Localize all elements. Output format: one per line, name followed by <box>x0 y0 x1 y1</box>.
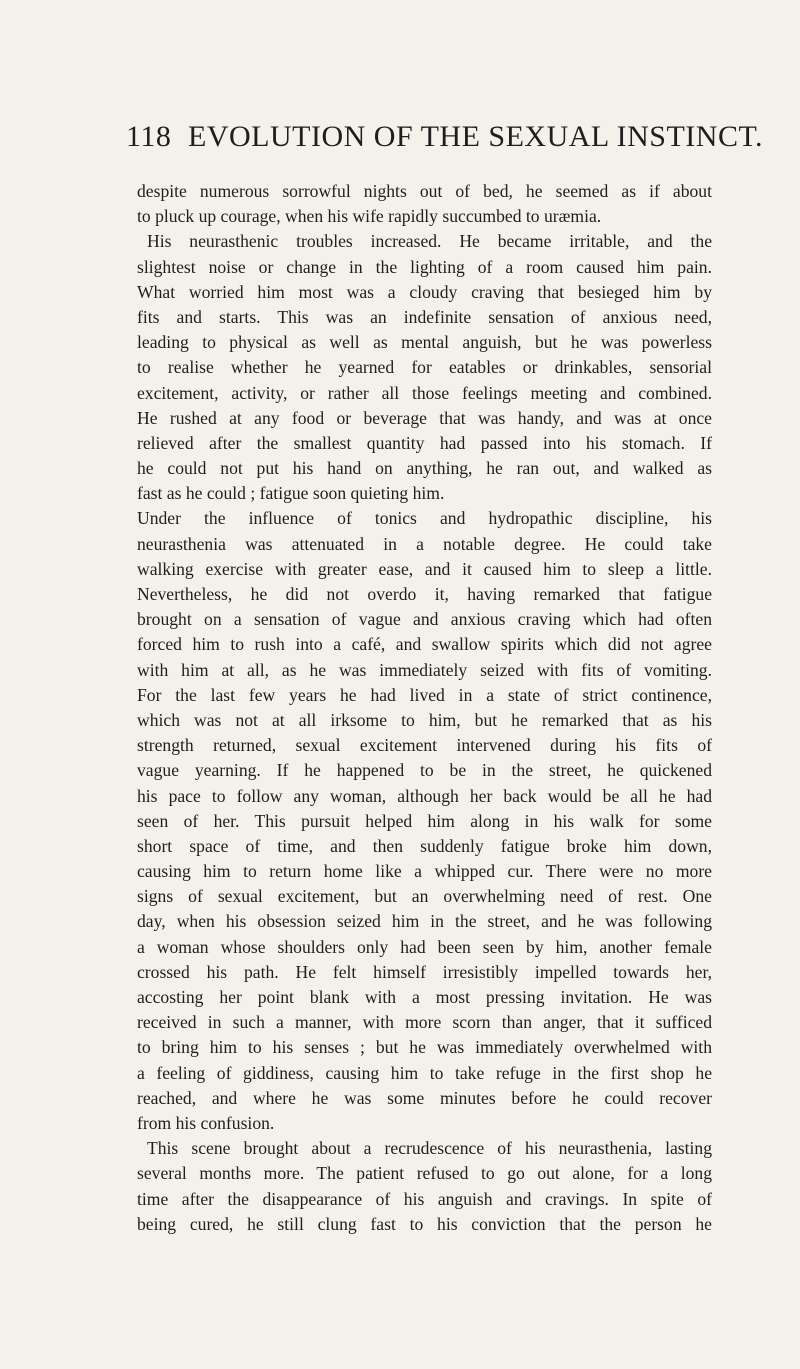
text-line: fits and starts. This was an indefinite sensation of anxious need, <box>137 306 712 327</box>
text-line: leading to physical as well as mental anguish, but he was powerless <box>137 332 712 353</box>
text-line: Nevertheless, he did not overdo it, having remarked that fatigue <box>137 584 712 604</box>
text-line: For the last few years he had lived in a state of strict continence, <box>137 684 712 705</box>
page-header <box>126 120 764 160</box>
text-line: neurasthenia was attenuated in a notable degree. He could take <box>137 533 712 554</box>
text-line: Under the influence of tonics and hydropathic discipline, his <box>137 508 712 529</box>
text-line: He rushed at any food or beverage that was handy, and was at once <box>137 407 712 428</box>
text-line: What worried him most was a cloudy craving that besieged him by <box>137 281 712 302</box>
text-line: excitement, activity, or rather all those feelings meeting and combined. <box>137 382 712 403</box>
text-line: to bring him to his senses ; but he was immediately overwhelmed with <box>137 1037 712 1058</box>
page-number: 118 <box>126 120 172 153</box>
text-line: several months more. The patient refused to go out alone, for a long <box>137 1163 712 1184</box>
text-line: slightest noise or change in the lighting of a room caused him pain. <box>137 256 712 277</box>
text-line: strength returned, sexual excitement intervened during his fits of <box>137 735 712 756</box>
text-line: a feeling of giddiness, causing him to take refuge in the first shop he <box>137 1062 712 1083</box>
text-line: which was not at all irksome to him, but he remarked that as his <box>137 709 712 730</box>
text-line: despite numerous sorrowful nights out of bed, he seemed as if about <box>137 181 712 201</box>
text-line: with him at all, as he was immediately seized with fits of vomiting. <box>137 659 712 680</box>
text-line: His neurasthenic troubles increased. He became irritable, and the <box>147 231 712 252</box>
text-line: from his confusion. <box>137 1112 275 1133</box>
text-line: reached, and where he was some minutes before he could recover <box>137 1087 712 1108</box>
text-line: relieved after the smallest quantity had passed into his stomach. If <box>137 432 712 453</box>
text-line: being cured, he still clung fast to his conviction that the person he <box>137 1213 712 1234</box>
text-line: accosting her point blank with a most pressing invitation. He was <box>137 987 712 1007</box>
running-title: EVOLUTION OF THE SEXUAL INSTINCT. <box>188 120 764 153</box>
text-line: fast as he could ; fatigue soon quieting him. <box>137 483 445 504</box>
text-line: walking exercise with greater ease, and it caused him to sleep a little. <box>137 558 712 579</box>
text-line: to realise whether he yearned for eatables or drinkables, sensorial <box>137 357 712 378</box>
text-line: This scene brought about a recrudescence of his neurasthenia, lasting <box>147 1138 712 1159</box>
text-line: vague yearning. If he happened to be in the street, he quickened <box>137 760 712 781</box>
text-line: short space of time, and then suddenly fatigue broke him down, <box>137 835 712 856</box>
text-line: crossed his path. He felt himself irresistibly impelled towards her, <box>137 961 712 982</box>
text-line: his pace to follow any woman, although her back would be all he had <box>137 785 712 806</box>
text-line: received in such a manner, with more scorn than anger, that it sufficed <box>137 1012 712 1033</box>
text-line: day, when his obsession seized him in the street, and he was following <box>137 911 712 932</box>
text-line: time after the disappearance of his anguish and cravings. In spite of <box>137 1188 712 1209</box>
text-line: he could not put his hand on anything, he ran out, and walked as <box>137 458 712 479</box>
text-line: a woman whose shoulders only had been seen by him, another female <box>137 936 712 957</box>
text-line: forced him to rush into a café, and swallow spirits which did not agree <box>137 634 712 655</box>
body-text <box>137 179 712 1237</box>
text-line: signs of sexual excitement, but an overwhelming need of rest. One <box>137 886 712 907</box>
text-line: to pluck up courage, when his wife rapidly succumbed to uræmia. <box>137 206 602 227</box>
text-line: brought on a sensation of vague and anxious craving which had often <box>137 609 712 630</box>
text-line: seen of her. This pursuit helped him along in his walk for some <box>137 810 712 831</box>
text-line: causing him to return home like a whipped cur. There were no more <box>137 861 712 882</box>
